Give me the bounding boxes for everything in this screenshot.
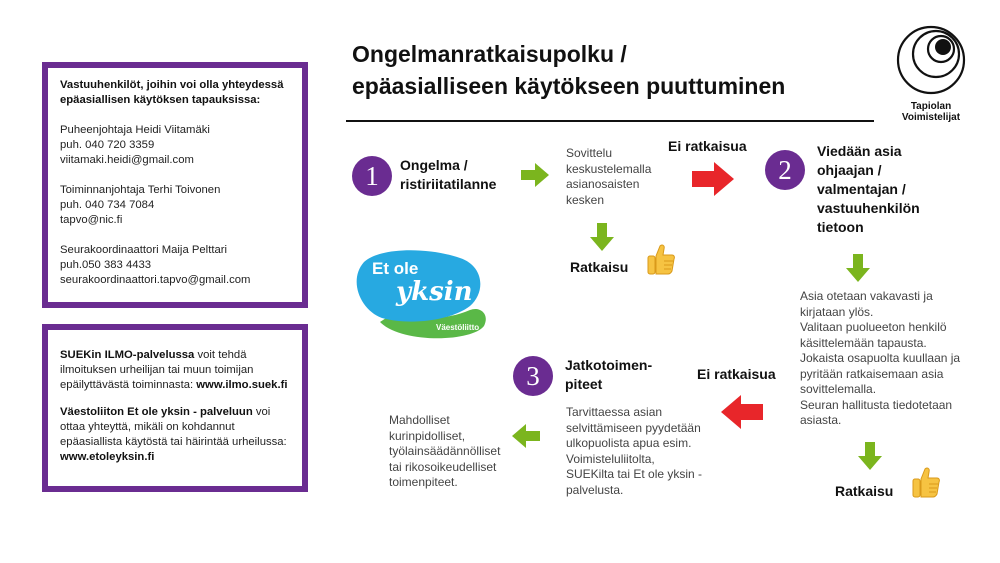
text-line: keskustelemalla <box>566 161 652 176</box>
text-line: Tarvittaessa asian <box>566 405 663 419</box>
arrow-left-red-icon <box>721 395 763 429</box>
text-line: selvittämiseen pyydetään <box>566 420 701 435</box>
contact-email: viitamaki.heidi@gmail.com <box>60 154 194 166</box>
text-line: käsittelemään tapausta. <box>800 335 927 350</box>
arrow-right-red-icon <box>692 162 734 196</box>
step-number: 2 <box>778 155 792 185</box>
label-line: valmentajan / <box>817 181 906 197</box>
text-line: kurinpidolliset, <box>389 428 466 443</box>
page-title <box>352 38 872 102</box>
etole-line1: Et ole <box>372 259 419 278</box>
rings-logo-icon <box>886 24 976 96</box>
contact-2 <box>60 183 290 228</box>
text-line: tai rikosoikeudelliset <box>389 459 497 474</box>
step-2-badge <box>765 150 805 190</box>
etole-org: Väestöliitto <box>436 323 480 332</box>
vaesto-text: voi ottaa yhteyttä, mikäli on kohdannut epäasiallista käytöstä tai häirintää urheilussa: <box>60 406 287 448</box>
contact-email: seurakoordinaattori.tapvo@gmail.com <box>60 274 251 286</box>
text-line: Seuran hallitusta tiedotetaan <box>800 397 953 412</box>
text-line: asiasta. <box>800 413 842 427</box>
text-line: toimenpiteet. <box>389 475 458 489</box>
text-line: Voimisteluliitolta, <box>566 451 655 466</box>
etole-blob-icon <box>352 244 492 344</box>
text-line: palvelusta. <box>566 482 624 497</box>
label-line: vastuuhenkilön <box>817 200 920 216</box>
text-line: ulkopuolista apua esim. <box>566 436 692 450</box>
step-number: 1 <box>365 161 379 191</box>
label-line: ristiriitatilanne <box>400 176 497 192</box>
label-line: ohjaajan / <box>817 162 882 178</box>
no-solution-label-2: Ei ratkaisua <box>697 366 776 382</box>
contacts-box <box>42 62 308 308</box>
label-line: piteet <box>565 376 603 392</box>
text-line: Valitaan puolueeton henkilö <box>800 320 947 334</box>
contact-name: Puheenjohtaja Heidi Viitamäki <box>60 124 210 136</box>
contact-email: tapvo@nic.fi <box>60 214 123 226</box>
text-line: kirjataan ylös. <box>800 304 874 319</box>
thumbs-up-icon <box>646 244 676 276</box>
contact-phone: puh. 040 734 7084 <box>60 199 155 211</box>
vaesto-bold: Väestoliiton Et ole yksin - palveluun <box>60 406 253 418</box>
text-line: sovittelemalla. <box>800 382 877 396</box>
vaesto-link[interactable]: www.etoleyksin.fi <box>60 451 155 463</box>
label-line: Jatkotoimen- <box>565 357 653 373</box>
solution-label-2: Ratkaisu <box>835 483 894 499</box>
sovittelu-text <box>566 146 651 208</box>
brand-name: Tapiolan Voimistelijat <box>901 101 961 123</box>
suek-text: voit tehdä ilmoituksen urheilijan tai muun toimijan epäilyttävästä toiminnasta: <box>60 349 254 391</box>
no-solution-label-1: Ei ratkaisua <box>668 138 747 154</box>
label-line: Viedään asia <box>817 143 902 159</box>
text-line: asianosaisten <box>566 177 640 191</box>
arrow-left-green-icon <box>512 424 540 448</box>
step-1-badge <box>352 156 392 196</box>
contact-name: Toiminnanjohtaja Terhi Toivonen <box>60 184 221 196</box>
text-line: Mahdolliset <box>389 413 450 427</box>
suek-bold: SUEKin ILMO-palvelussa <box>60 349 195 361</box>
solution-label-1: Ratkaisu <box>570 259 629 275</box>
suek-link[interactable]: www.ilmo.suek.fi <box>196 379 288 391</box>
arrow-down-green-icon <box>846 254 870 282</box>
contact-3 <box>60 243 290 288</box>
arrow-right-green-icon <box>521 163 549 187</box>
step-3-label <box>565 356 652 394</box>
label-line: tietoon <box>817 219 864 235</box>
arrow-down-green-icon <box>590 223 614 251</box>
text-line: Asia otetaan vakavasti ja <box>800 289 933 303</box>
step-2-label <box>817 142 920 237</box>
etole-line2: yksin <box>396 277 473 307</box>
thumbs-up-icon <box>911 467 941 499</box>
step-3-badge <box>513 356 553 396</box>
text-line: kesken <box>566 192 605 207</box>
final-actions-text <box>389 413 500 491</box>
brand-logo <box>886 24 976 123</box>
suek-paragraph <box>60 348 290 393</box>
etole-logo <box>352 244 492 344</box>
text-line: Sovittelu <box>566 146 613 160</box>
contact-name: Seurakoordinaattori Maija Pelttari <box>60 244 228 256</box>
text-line: Jokaista osapuolta kuullaan ja <box>800 351 961 365</box>
title-underline <box>346 120 874 122</box>
title-line-2: epäasialliseen käytökseen puuttuminen <box>352 73 786 99</box>
text-line: työlainsäädännölliset <box>389 444 501 458</box>
label-line: Ongelma / <box>400 157 468 173</box>
arrow-down-green-icon <box>858 442 882 470</box>
step-3-description <box>566 405 702 498</box>
contact-phone: puh.050 383 4433 <box>60 259 152 271</box>
text-line: SUEKilta tai Et ole yksin - <box>566 467 703 481</box>
contact-phone: puh. 040 720 3359 <box>60 139 155 151</box>
contact-1 <box>60 123 290 168</box>
step-1-label <box>400 156 496 194</box>
text-line: pyritään ratkaisemaan asia <box>800 366 944 381</box>
vaesto-paragraph <box>60 405 290 465</box>
title-line-1: Ongelmanratkaisupolku / <box>352 41 627 67</box>
contacts-heading: Vastuuhenkilöt, joihin voi olla yhteydessä epäasiallisen käytöksen tapauksissa: <box>60 79 284 106</box>
step-number: 3 <box>526 361 540 391</box>
services-box <box>42 324 308 492</box>
step-2-description <box>800 289 960 429</box>
